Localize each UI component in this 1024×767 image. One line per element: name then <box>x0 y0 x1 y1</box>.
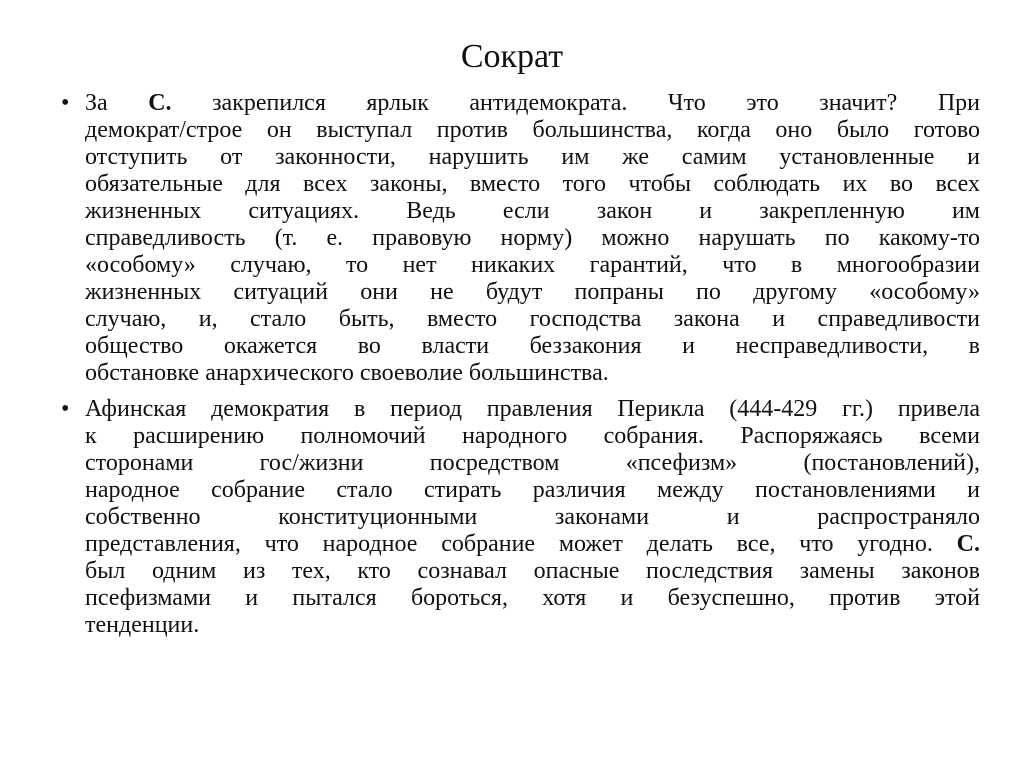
text: За <box>85 90 149 116</box>
text-line: псефизмами и пытался бороться, хотя и безуспешно, против этой <box>85 585 980 611</box>
bullet-paragraph-2 <box>61 396 980 639</box>
text-line: собственно конституционными законами и распространяло <box>85 504 980 530</box>
text-line: обстановке анархического своеволие большинства. <box>85 360 609 386</box>
text-line: тенденции. <box>85 612 200 638</box>
text-line: общество окажется во власти беззакония и несправедливости, в <box>85 333 980 359</box>
text: закрепился ярлык антидемократа. Что это значит? При <box>171 90 980 116</box>
slide-title: Сократ <box>460 38 564 75</box>
text-line: демократ/строе он выступал против большинства, когда оно было готово <box>85 117 980 143</box>
bold-text: С. <box>148 90 172 116</box>
text-line <box>85 90 980 117</box>
text-line: жизненных ситуациях. Ведь если закон и закрепленную им <box>85 198 980 224</box>
bullet-icon: • <box>61 396 70 422</box>
text-line: к расширению полномочий народного собрания. Распоряжаясь всеми <box>85 423 980 449</box>
text-line: отступить от законности, нарушить им же самим установленные и <box>85 144 980 170</box>
bullet-icon: • <box>61 90 70 116</box>
text-line: обязательные для всех законы, вместо того чтобы соблюдать их во всех <box>85 171 980 197</box>
text: представления, что народное собрание может делать все, что угодно. <box>85 531 957 557</box>
text-line <box>85 531 980 558</box>
text-line: «особому» случаю, то нет никаких гарантий, что в многообразии <box>85 252 980 278</box>
text-line: народное собрание стало стирать различия между постановлениями и <box>85 477 980 503</box>
bold-text: С. <box>956 531 980 557</box>
text-line: справедливость (т. е. правовую норму) можно нарушать по какому-то <box>85 225 980 251</box>
text-line: Афинская демократия в период правления Перикла (444-429 гг.) привела <box>85 396 980 422</box>
text-line: жизненных ситуаций они не будут попраны по другому «особому» <box>85 279 980 305</box>
text-line: был одним из тех, кто сознавал опасные последствия замены законов <box>85 558 980 584</box>
text-line: случаю, и, стало быть, вместо господства закона и справедливости <box>85 306 980 332</box>
bullet-paragraph-1 <box>61 90 980 387</box>
text-line: сторонами гос/жизни посредством «псефизм» (постановлений), <box>85 450 980 476</box>
